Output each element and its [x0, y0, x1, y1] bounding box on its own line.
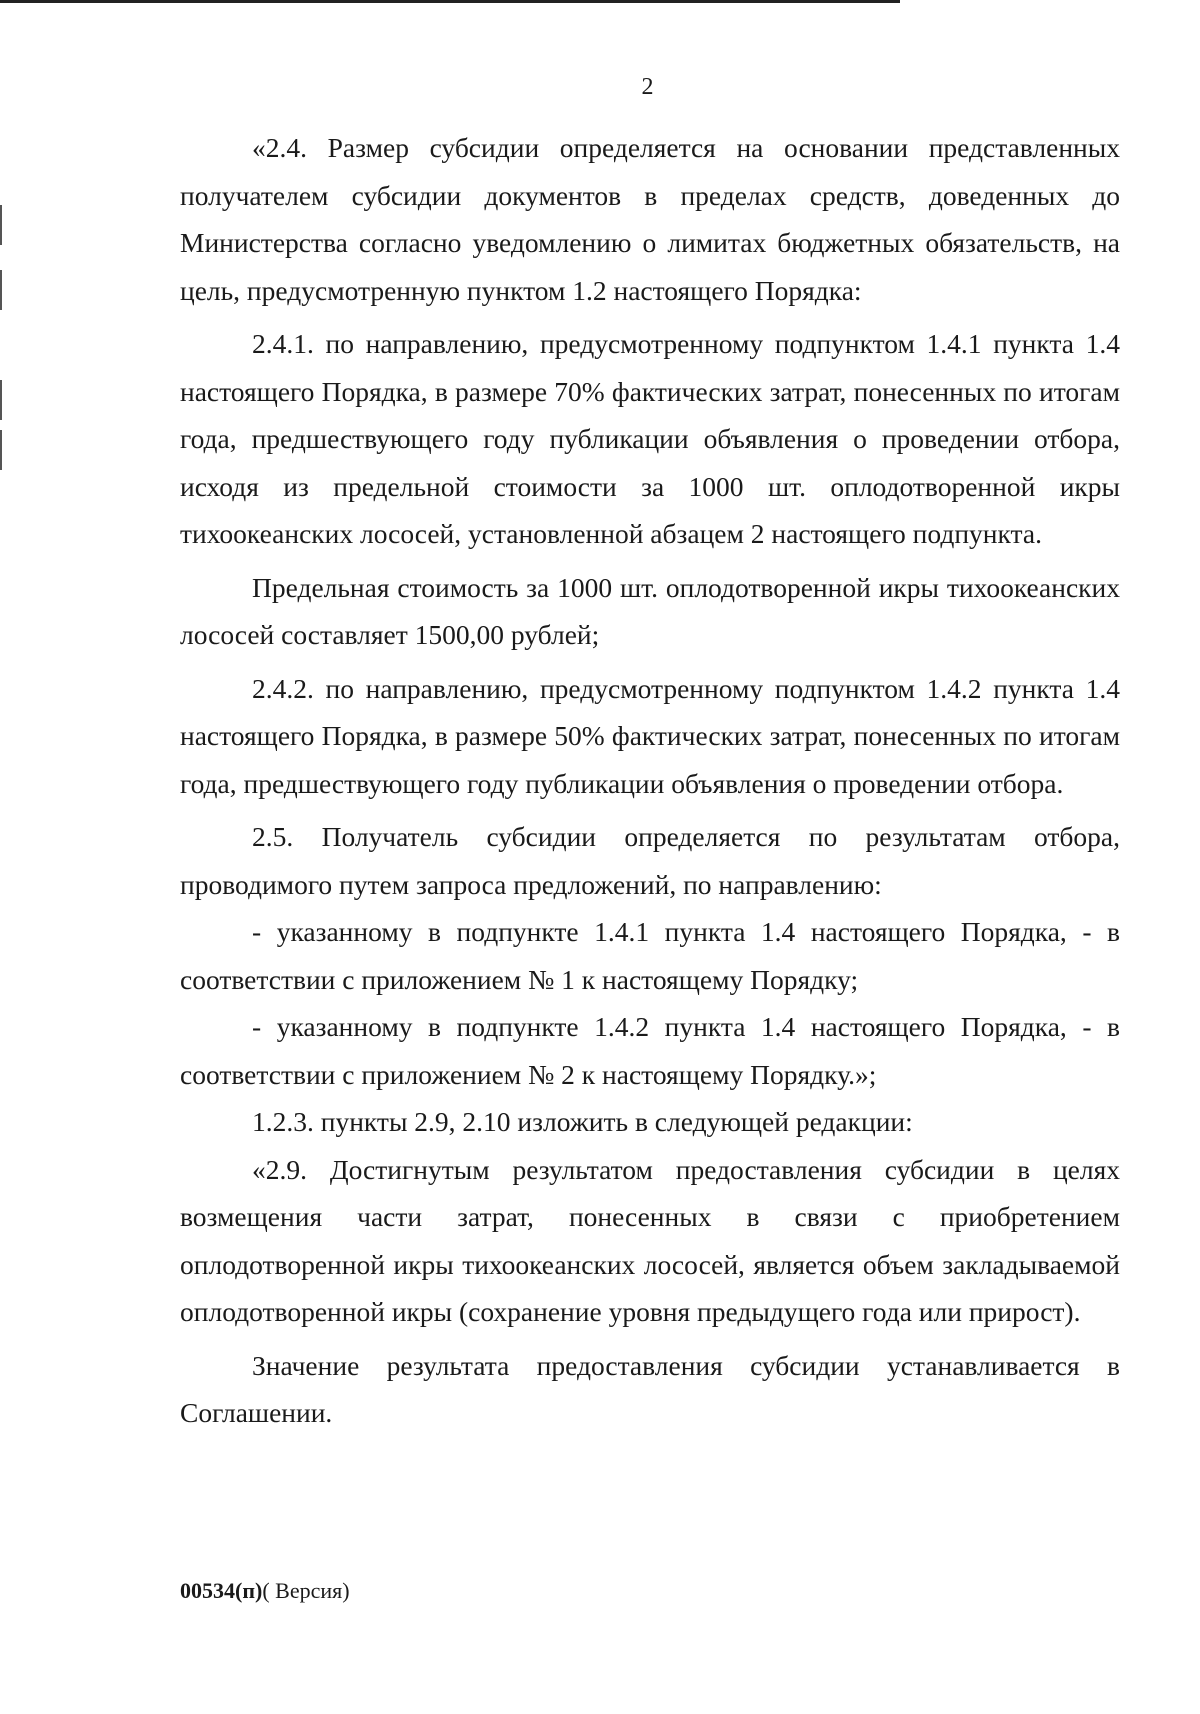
doc-code: 00534(п) [180, 1578, 263, 1603]
paragraph-result-value: Значение результата предоставления субсидии устанавливается в Соглашении. [180, 1349, 1120, 1428]
paragraph-bullet-1: - указанному в подпункте 1.4.1 пункта 1.4 настоящего Порядка, - в соответствии с приложением № 1 к настоящему Порядку; [180, 916, 1120, 995]
paragraph-2-4-1: 2.4.1. по направлению, предусмотренному подпунктом 1.4.1 пункта 1.4 настоящего Порядка, в размере 70% фактических затрат, понесенных по итогам года, предшествующего году публикации объявления о проведении отбора, исходя из предельной стоимости за 1000 шт. оплодотворенной икры тихоокеанских лососей, установленной абзацем 2 настоящего подпункта. [180, 328, 1120, 549]
scan-edge-mark [0, 205, 2, 245]
scan-edge-mark [0, 430, 2, 470]
document-footer [180, 1578, 350, 1604]
page-number: 2 [641, 74, 654, 100]
paragraph-bullet-2: - указанному в подпункте 1.4.2 пункта 1.4 настоящего Порядка, - в соответствии с приложением № 2 к настоящему Порядку.»; [180, 1011, 1120, 1090]
paragraph-2-9: «2.9. Достигнутым результатом предоставления субсидии в целях возмещения части затрат, понесенных в связи с приобретением оплодотворенной икры тихоокеанских лососей, является объем закладываемой оплодотворенной икры (сохранение уровня предыдущего года или прирост). [180, 1153, 1120, 1327]
paragraph-2-4-2: 2.4.2. по направлению, предусмотренному подпунктом 1.4.2 пункта 1.4 настоящего Порядка, в размере 50% фактических затрат, понесенных по итогам года, предшествующего году публикации объявления о проведении отбора. [180, 672, 1120, 799]
paragraph-max-cost: Предельная стоимость за 1000 шт. оплодотворенной икры тихоокеанских лососей составляет 1500,00 рублей; [180, 571, 1120, 650]
paragraph-1-2-3: 1.2.3. пункты 2.9, 2.10 изложить в следующей редакции: [252, 1106, 913, 1137]
scan-edge-mark [0, 380, 2, 420]
paragraph-2-4: «2.4. Размер субсидии определяется на основании представленных получателем субсидии документов в пределах средств, доведенных до Министерства согласно уведомлению о лимитах бюджетных обязательств, на цель, предусмотренную пунктом 1.2 настоящего Порядка: [180, 132, 1120, 306]
paragraph-2-5: 2.5. Получатель субсидии определяется по результатам отбора, проводимого путем запроса предложений, по направлению: [180, 821, 1120, 900]
top-border-line [0, 0, 900, 3]
scan-edge-mark [0, 270, 2, 310]
doc-version: ( Версия) [262, 1578, 350, 1603]
document-body [180, 124, 1120, 1437]
